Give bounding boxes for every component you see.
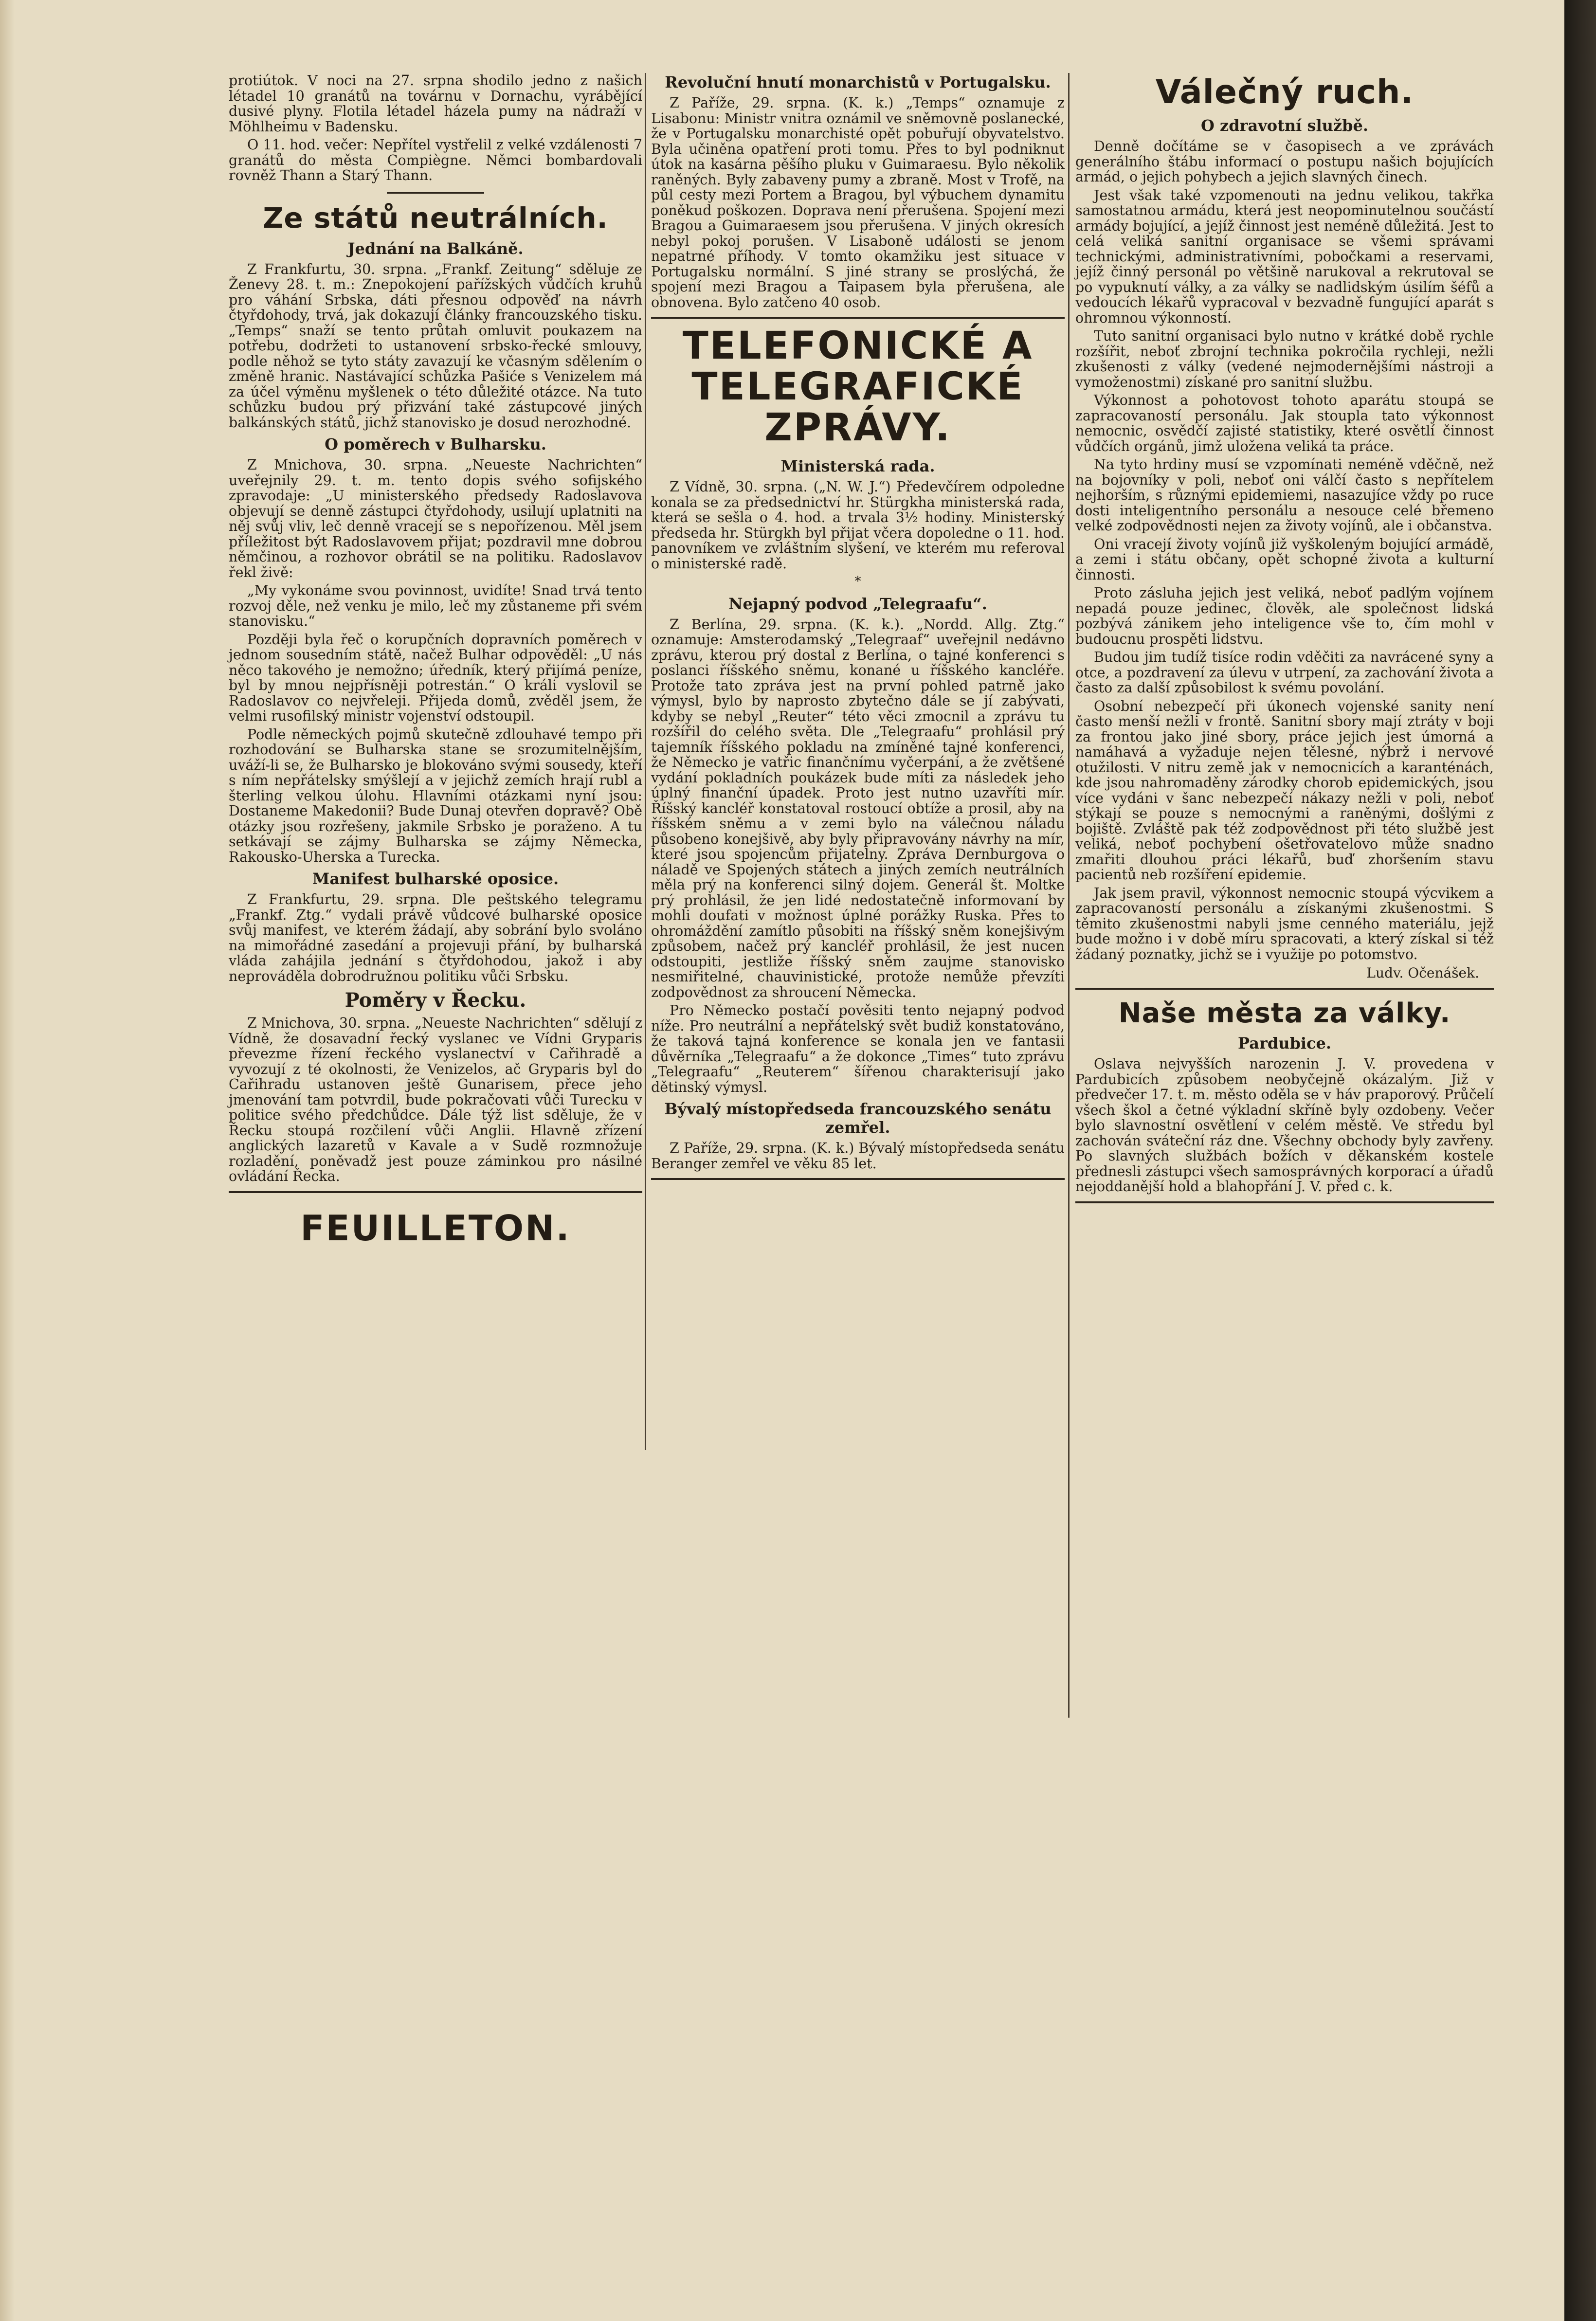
article-body: Z Mnichova, 30. srpna. „Neueste Nachrichten“ sdělují z Vídně, že dosavadní řecký vyslanec ve Vídni Gryparis převezme řízení řeckého vyslanectví v Cařihradě a vyvozují z té okolnosti, že Venizelos, ač Gryparis byl do Cařihradu ustanoven ještě Gunarisem, přece jeho jmenování tam potvrdil, bude pokračovati vůči Turecku v politice svého předchůdce. Dále týž list sděluje, že v Řecku stoupá rozčilení vůči Anglii. Hlavně zřízení anglických lazaretů v Kavale a v Sudě rozmnožuje rozladění, poněvadž jest pouze záminkou pro násilné ovládání Řecka. [229, 1015, 642, 1184]
article-body: „My vykonáme svou povinnost, uvidíte! Snad trvá tento rozvoj děle, než venku je milo, leč my zůstaneme při svém stanovisku.“ [229, 582, 642, 629]
column-middle [651, 73, 1065, 1184]
article-heading: Jednání na Balkáně. [347, 239, 524, 258]
article-heading: Manifest bulharské oposice. [312, 870, 559, 888]
author-signature: Ludv. Očenášek. [1366, 965, 1479, 981]
section-banner-telephone-telegraph: TELEFONICKÉ A TELEGRAFICKÉ ZPRÁVY. [682, 324, 1034, 450]
article-heading: Revoluční hnutí monarchistů v Portugalsku. [665, 73, 1051, 91]
article-body: Proto zásluha jejich jest veliká, neboť padlým vojínem nepadá pouze jedinec, člověk, ale společnost lidská pozbývá zánikem jeho inteligence vše to, čím mohl v budoucnu prospěti lidstvu. [1075, 585, 1494, 647]
article-body: Z Vídně, 30. srpna. („N. W. J.“) Předevčírem odpoledne konala se za předsednictví hr. Stürgkha ministerská rada, která se sešla o 4. hod. a trvala 3½ hodiny. Ministerský předseda hr. Stürgkh byl přijat včera dopoledne o 11. hod. panovníkem ve zvláštním slyšení, ve kterém mu referoval o ministerské radě. [651, 479, 1065, 572]
article-heading: O poměrech v Bulharsku. [325, 435, 546, 453]
column-divider-1 [645, 73, 646, 1450]
page-edge-dark-margin [1564, 0, 1596, 2321]
intro-paragraph: protiútok. V noci na 27. srpna shodilo jedno z našich létadel 10 granátů na továrnu v Dornachu, vyrábějící dusivé plyny. Flotila létadel házela pumy na nádraží v Möhlheimu v Badensku. [229, 73, 642, 135]
article-heading: Ministerská rada. [780, 457, 935, 475]
separator-asterisk: * [854, 574, 861, 589]
section-rule [229, 1191, 642, 1193]
article-body: Osobní nebezpečí při úkonech vojenské sanity není často menší nežli v frontě. Sanitní sbory mají ztráty v boji za frontou jako jiné sbory, práce jejich jest úmorná a namáhavá a vyžaduje nejen tělesné, nýbrž i nervové otužilosti. V nitru země jak v nemocnicích a karanténách, kde jsou nahromaděny zárodky chorob epidemických, jsou více vydáni v šanc nebezpečí nákazy nežli v poli, neboť stýkají se pouze s nemocnými a raněnými, došlými z bojiště. Zvláště pak též zodpovědnost při této službě jest veliká, neboť pochybení ošetřovatelovo může snadno zmařiti dlouhou práci lékařů, buď zhoršením stavu pacientů neb rozšíření epidemie. [1075, 698, 1494, 883]
article-body: Oni vracejí životy vojínů již vyškoleným bojující armádě, a zemi i státu občany, opět schopné života a kulturní činnosti. [1075, 536, 1494, 583]
article-heading: Bývalý místopředseda francouzského senátu zemřel. [664, 1100, 1052, 1137]
article-body: Z Berlína, 29. srpna. (K. k.). „Nordd. Allg. Ztg.“ oznamuje: Amsterodamský „Telegraaf“ uveřejnil nedávno zprávu, kterou prý dostal z Berlína, o tajné konferenci s poslanci říšského sněmu, konané u říšského kancléře. Protože tato zpráva jest na první pohled patrně jako výmysl, bylo by naprosto zbytečno dále se jí zabývati, kdyby se nebyl „Reuter“ této věci zmocnil a zprávu tu rozšířil do celého světa. Dle „Telegraafu“ prohlásil prý tajemník říšského pokladu na zmíněné tajné konferenci, že Německo je vatřic finančnímu vyčerpání, a že zvětšené vydání pokladních poukázek bude míti za následek jeho úplný finanční úpadek. Proto jest nutno uzavříti mír. Říšský kancléř konstatoval rostoucí obtíže a prosil, aby na říšském sněmu a v zemi bylo na válečnou náladu působeno konejšivě, aby byly připravovány návrhy na mír, které jsou spojencům přijatelny. Zpráva Dernburgova o náladě ve Spojených státech a jiných zemích neutrálních měla prý na konferenci silný dojem. Generál št. Moltke prý prohlásil, že jen lidé nedostatečně informovaní by mohli doufati v možnost úplné porážky Ruska. Přes to ohromáždění zamítlo působiti na říšský sněm konejšivým způsobem, načež prý kancléř prohlásil, že jest nucen odstoupiti, jestliže říšský sněm zaujme stanovisko nesmiřitelné, chauvinistické, protože nemůže převzíti zodpovědnost za shroucení Německa. [651, 616, 1065, 1000]
article-body: Podle německých pojmů skutečně zdlouhavé tempo při rozhodování se Bulharska stane se srozumitelnějším, uváží-li se, že Bulharsko je blokováno svými sousedy, kteří s ním nepřátelsky smýšlejí a v jejichž zemích hrají rubl a šterling velkou úlohu. Hlavními otázkami nyní jsou: Dostaneme Makedonii? Bude Dunaj otevřen dopravě? Obě otázky jsou rozřešeny, jakmile Srbsko je poraženo. A tu setkávají se zájmy Bulharska se zájmy Německa, Rakousko-Uherska a Turecka. [229, 726, 642, 865]
section-rule [651, 1178, 1065, 1180]
column-right [1075, 73, 1494, 1207]
article-body: Výkonnost a pohotovost tohoto aparátu stoupá se zapracovaností personálu. Jak stoupla tato výkonnost nemocnic, osvědčí zajisté statistiky, které osvětlí činnost vůdčích orgánů, jimž uložena veliká ta práce. [1075, 392, 1494, 454]
article-heading: Pardubice. [1238, 1034, 1331, 1052]
column-left [229, 73, 642, 1249]
section-rule [651, 317, 1065, 319]
article-body: Oslava nejvyšších narozenin J. V. provedena v Pardubicích způsobem neobyčejně okázalým. Již v předvečer 17. t. m. město oděla se v háv praporový. Průčelí všech škol a četné výkladní skříně byly ozdobeny. Večer bylo slavnostní osvětlení v celém městě. Ve středu byl zachován sváteční ráz dne. Všechny obchody byly zavřeny. Po slavných službách božích v děkanském kostele přednesli zástupci všech samosprávných korporací a úřadů nejoddanější hold a blahopřání J. V. před c. k. [1075, 1056, 1494, 1195]
article-body: Z Paříže, 29. srpna. (K. k.) „Temps“ oznamuje z Lisabonu: Ministr vnitra oznámil ve sněmovně poslanecké, že v Portugalsku monarchisté opět pobuřují obyvatelstvo. Byla učiněna opatření proti tomu. Přes to byl podniknut útok na kasárna pěšího pluku v Guimaraesu. Bylo několik raněných. Byly zabaveny pumy a zbraně. Most v Trofě, na půl cesty mezi Portem a Bragou, byl výbuchem dynamitu poněkud poškozen. Doprava není přerušena. Spojení mezi Bragou a Guimaraesem jsou přerušena. V jiných okresích nebyl pokoj porušen. V Lisaboně události se jenom nepatrné příhody. V tomto okamžiku jest situace v Portugalsku normální. S jiné strany se proslýchá, že spojení mezi Bragou a Taipasem byla přerušena, ale obnovena. Bylo zatčeno 40 osob. [651, 95, 1065, 310]
article-body: Jak jsem pravil, výkonnost nemocnic stoupá výcvikem a zapracovaností personálu a získanými zkušenostmi. S těmito zkušenostmi nabyli jsme cenného materiálu, jejž bude možno i v době míru spracovati, a který získal si též žádaný poznatky, jichž se i využije po potomstvo. [1075, 885, 1494, 962]
article-heading: Poměry v Řecku. [345, 989, 526, 1012]
article-body: Denně dočítáme se v časopisech a ve zprávách generálního štábu informací o postupu našich bojujících armád, o jejich pohybech a jejich slavných činech. [1075, 138, 1494, 185]
article-body: Z Frankfurtu, 30. srpna. „Frankf. Zeitung“ sděluje ze Ženevy 28. t. m.: Znepokojení pařížských vůdčích kruhů pro váhání Srbska, dáti přesnou odpověď na návrh čtyřdohody, trvá, jak dokazují články francouzského tisku. „Temps“ snaží se tento průtah omluvit poukazem na potřebu, dodržeti to ustanovení srbsko-řecké smlouvy, podle něhož se tyto státy zavazují ke včasným sdělením o změně hranic. Nastávající schůzka Pašiće s Venizelem má za účel výměnu myšlenek o této důležité otázce. Na tuto schůzku budou prý přizvání také zástupcové jiných balkánských států, jichž stanovisko je dosud nerozhodné. [229, 261, 642, 431]
feuilleton-heading: FEUILLETON. [300, 1207, 571, 1249]
article-body: Později byla řeč o korupčních dopravních poměrech v jednom sousedním státě, načež Bulhar odpověděl: „U nás něco takového je nemožno; úředník, který přijímá peníze, byl by mnou nejpřísněji potrestán.“ O králi vyslovil se Radoslavov co nejvřeleji. Přijeda domů, zvěděl jsem, že velmi rusofilský ministr vojenství odstoupil. [229, 631, 642, 724]
section-title-our-towns: Naše města za války. [1118, 997, 1451, 1029]
section-rule [1075, 988, 1494, 990]
article-body: Z Frankfurtu, 29. srpna. Dle peštského telegramu „Frankf. Ztg.“ vydali právě vůdcové bulharské oposice svůj manifest, ve kterém žádají, aby sobrání bylo svoláno na mimořádné zasedání a projevuji přání, by bulharská vláda zahájila jednání s čtyřdohodou, jakož i aby neprováděla dobrodružnou politiku vůči Srbsku. [229, 891, 642, 984]
section-rule [387, 192, 484, 194]
article-body: Jest však také vzpomenouti na jednu velikou, takřka samostatnou armádu, která jest neopominutelnou součástí armády bojující, a jejíž činnost jest neméně důležitá. Jest to celá veliká sanitní organisace se všemi správami technickými, administrativními, pobočkami a reservami, jejíž činný personál po většině narukoval a rekrutoval se po vypuknutí války, a za války se nadlidským úsilím šéfů a vedoucích lékařů vypracoval v bezvadně fungující aparát s ohromnou výkonností. [1075, 187, 1494, 326]
column-divider-2 [1068, 73, 1070, 1718]
article-body: Z Mnichova, 30. srpna. „Neueste Nachrichten“ uveřejnily 29. t. m. tento dopis svého sofijského zpravodaje: „U ministerského předsedy Radoslavova objevují se denně zástupci čtyřdohody, usilují uplatniti na něj svůj vliv, leč denně vracejí se s nepořízenou. Měl jsem příležitost být Radoslavovem přijat; pozdravil mne dobrou němčinou, a rozhovor obrátil se na politiku. Radoslavov řekl živě: [229, 457, 642, 580]
article-body: Na tyto hrdiny musí se vzpomínati neméně vděčně, než na bojovníky v poli, neboť oni válčí často s nepřítelem nejhorším, s různými epidemiemi, nasazujíce vždy po ruce dosti inteligentního personálu a nesouce celé břemeno velké zodpovědnosti nejen za životy vojínů, ale i občanstva. [1075, 456, 1494, 534]
article-heading: O zdravotní službě. [1201, 116, 1368, 135]
article-body: Tuto sanitní organisaci bylo nutno v krátké době rychle rozšířit, neboť zbrojní technika pokročila rychleji, nežli zkušenosti z války (vedené nejmodernějšími nástroji a vymoženostmi) získané pro sanitní službu. [1075, 328, 1494, 390]
article-body: Budou jim tudíž tisíce rodin vděčiti za navrácené syny a otce, a pozdravení za úlevu v utrpení, za zachování života a často za další způsobilost k svému povolání. [1075, 649, 1494, 696]
article-heading: Nejapný podvod „Telegraafu“. [728, 594, 987, 613]
intro-paragraph: O 11. hod. večer: Nepřítel vystřelil z velké vzdálenosti 7 granátů do města Compiègne. Němci bombardovali rovněž Thann a Starý Thann. [229, 137, 642, 183]
article-body: Z Paříže, 29. srpna. (K. k.) Bývalý místopředseda senátu Beranger zemřel ve věku 85 let. [651, 1140, 1065, 1172]
section-rule [1075, 1201, 1494, 1203]
article-body: Pro Německo postačí pověsiti tento nejapný podvod níže. Pro neutrální a nepřátelský svět budiž konstatováno, že taková tajná konference se konala jen ve fantasii důvěrníka „Telegraafu“ a že dokonce „Times“ tuto zprávu „Telegraafu“ „Reuterem“ šířenou charakterisují jako dětinský výmysl. [651, 1002, 1065, 1095]
section-title-war-bustle: Válečný ruch. [1155, 73, 1414, 111]
section-title-neutral-states: Ze států neutrálních. [263, 201, 608, 235]
page-fold-shadow [0, 0, 15, 2321]
